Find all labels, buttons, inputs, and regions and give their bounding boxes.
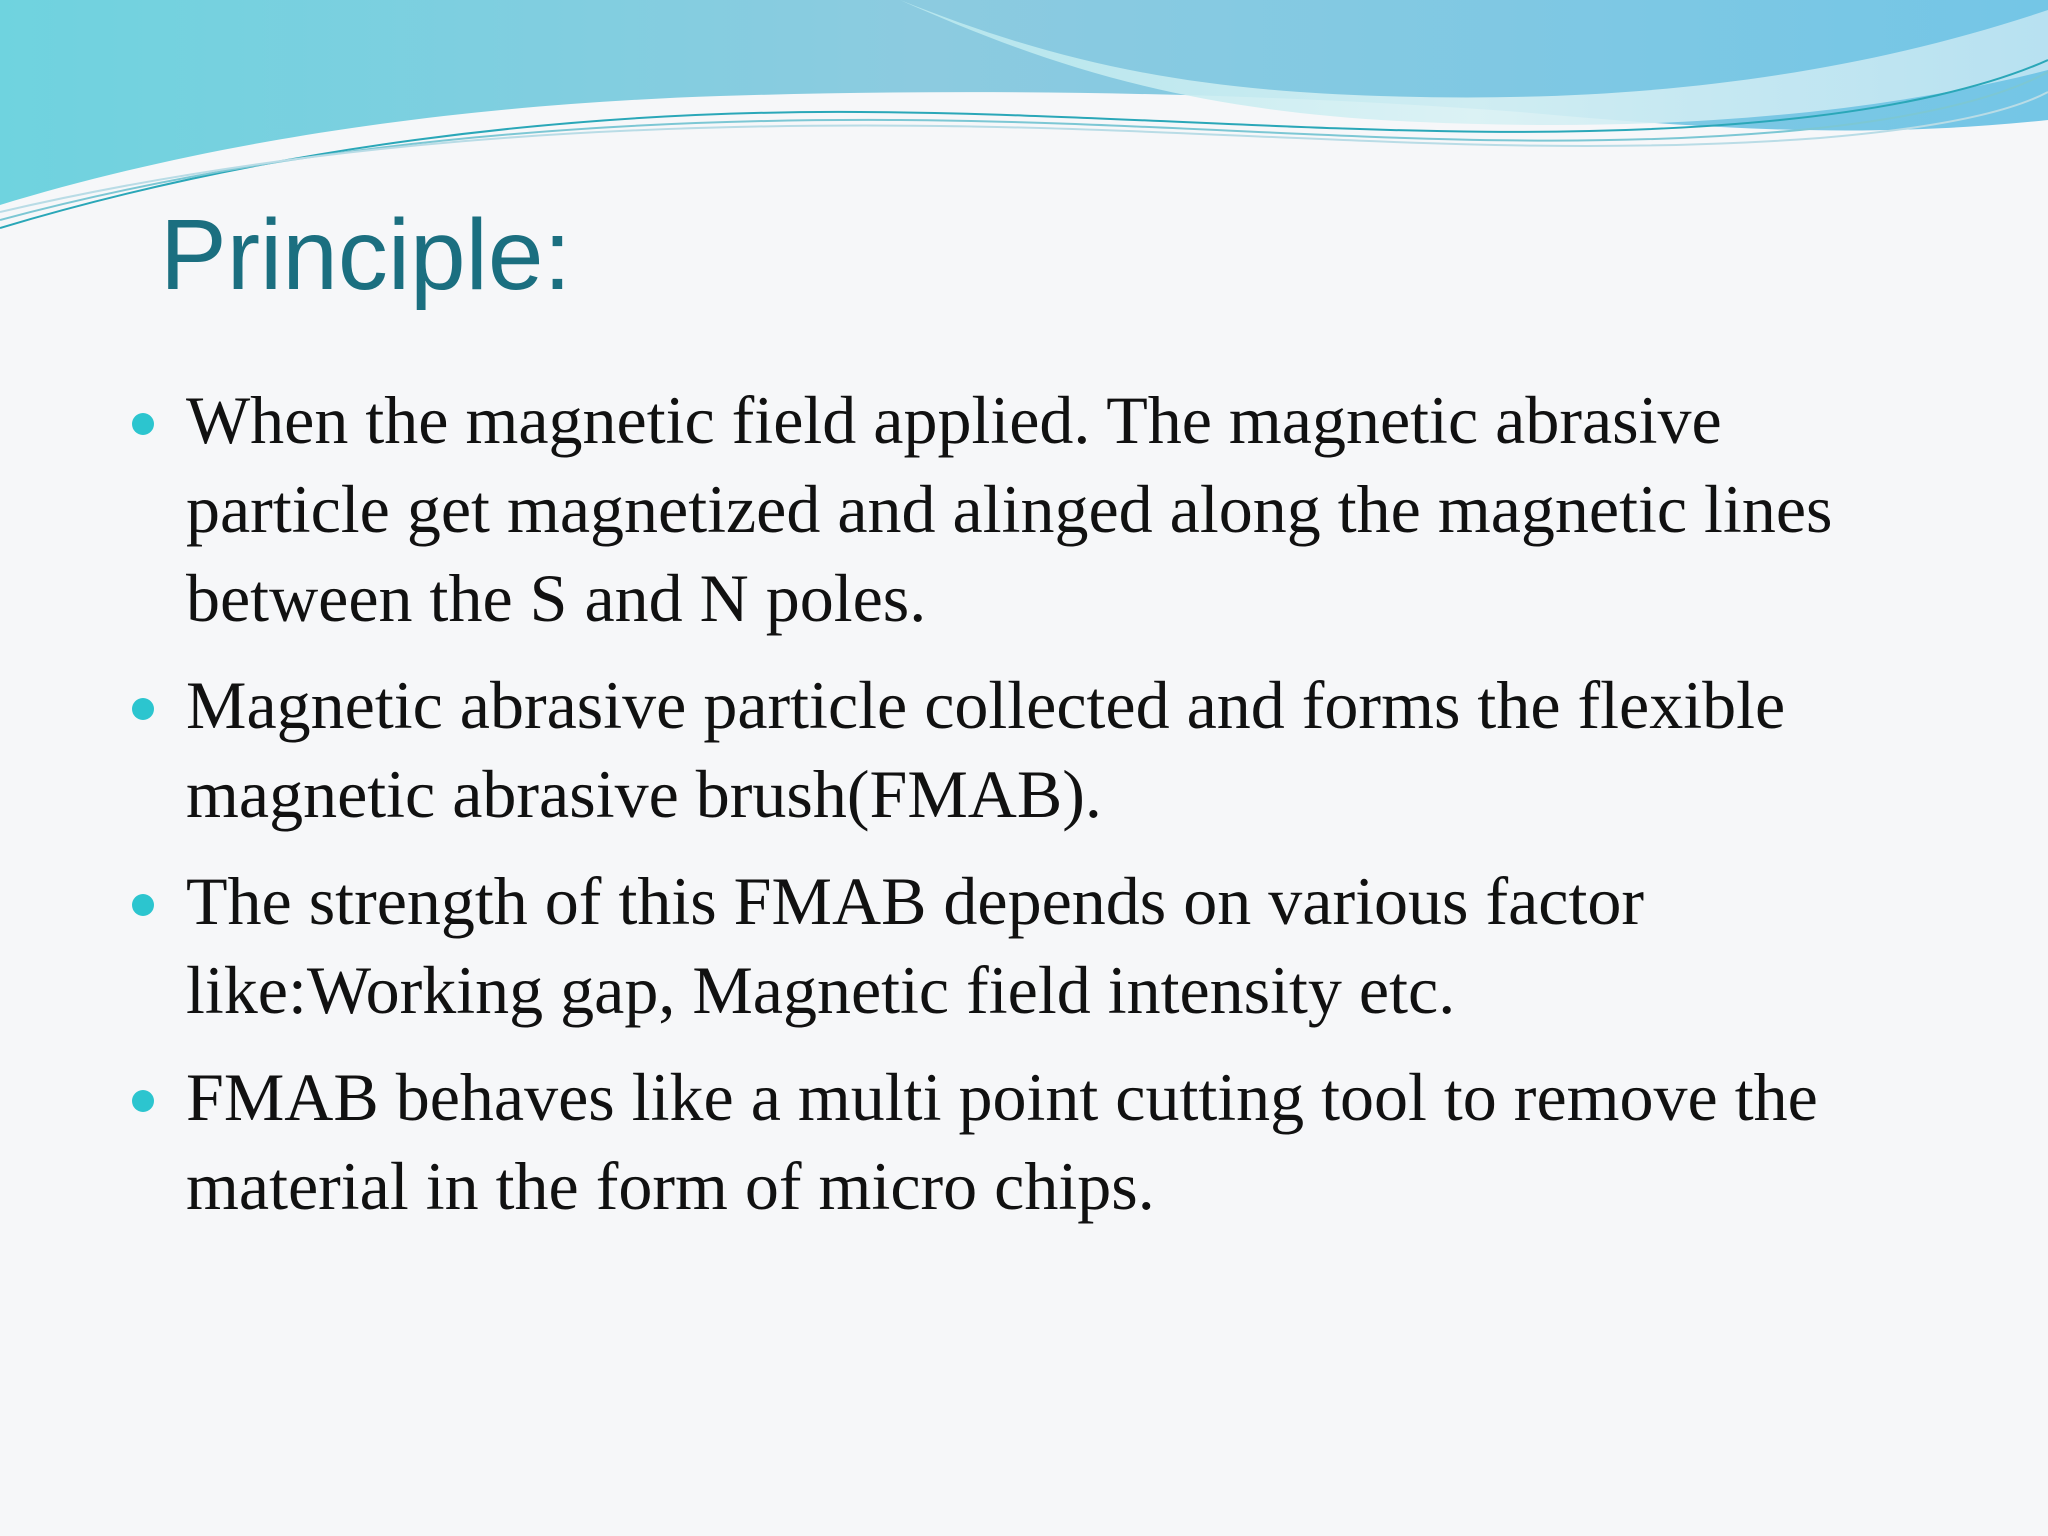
bullet-dot-icon	[132, 698, 154, 720]
bullet-dot-icon	[132, 413, 154, 435]
bullet-dot-icon	[132, 894, 154, 916]
bullet-item	[128, 376, 1938, 643]
bullet-text: FMAB behaves like a multi point cutting tool to remove the material in the form of micro chips.	[186, 1059, 1818, 1224]
slide-title: Principle:	[160, 199, 572, 311]
bullet-list	[128, 376, 1938, 1249]
bullet-dot-icon	[132, 1090, 154, 1112]
bullet-text: When the magnetic field applied. The magnetic abrasive particle get magnetized and alinged along the magnetic lines between the S and N poles.	[186, 382, 1833, 636]
bullet-item	[128, 1053, 1938, 1231]
bullet-item	[128, 857, 1938, 1035]
bullet-text: The strength of this FMAB depends on various factor like:Working gap, Magnetic field intensity etc.	[186, 863, 1644, 1028]
bullet-text: Magnetic abrasive particle collected and forms the flexible magnetic abrasive brush(FMAB).	[186, 667, 1786, 832]
bullet-item	[128, 661, 1938, 839]
